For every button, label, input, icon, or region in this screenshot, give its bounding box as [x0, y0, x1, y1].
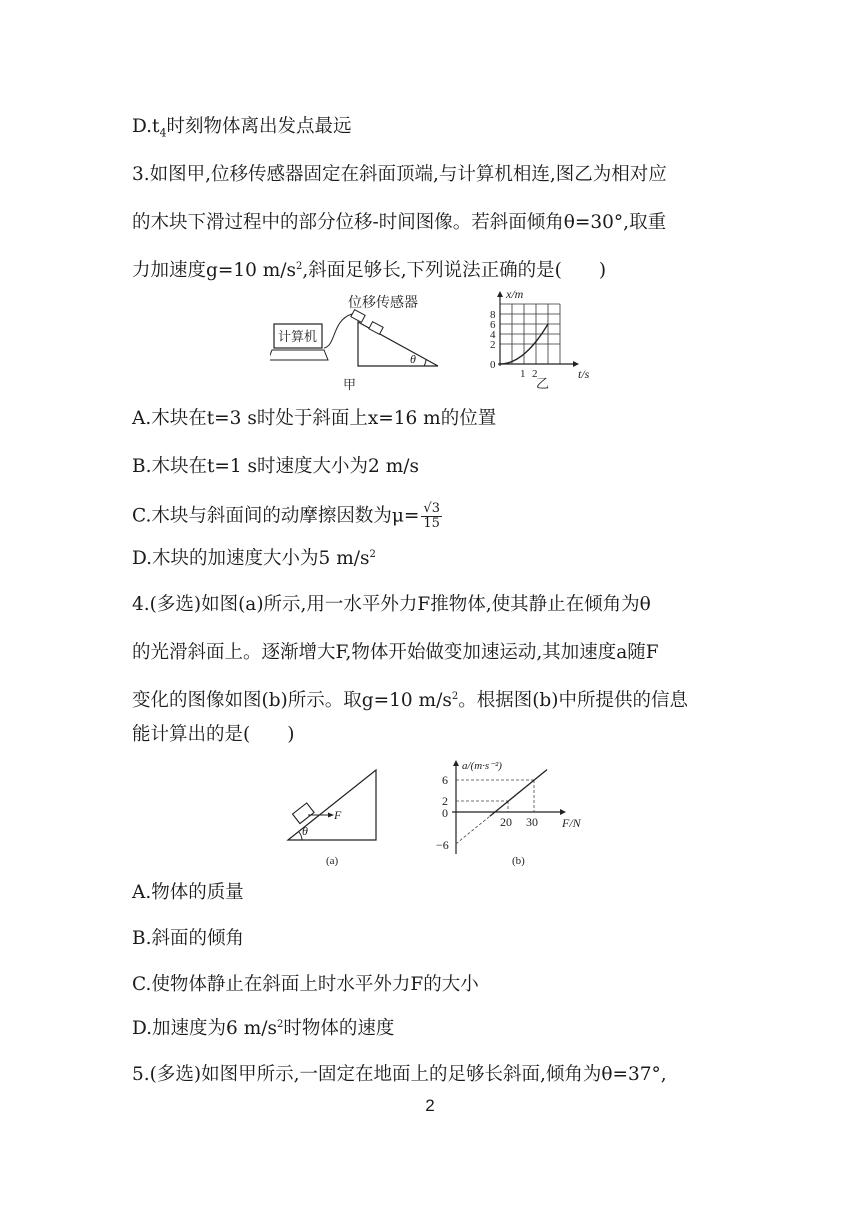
- q4-option-a: A.物体的质量: [132, 882, 244, 903]
- y-tick: 2: [442, 794, 448, 808]
- figure-a-incline-force: [278, 762, 388, 874]
- force-label: F: [334, 808, 342, 822]
- wooden-block: [369, 322, 383, 335]
- q4-stem-line4: 能计算出的是( ): [132, 724, 295, 745]
- figure-b-aF-graph: [436, 756, 596, 872]
- q3-option-a: A.木块在t=3 s时处于斜面上x=16 m的位置: [132, 408, 497, 429]
- cable: [324, 314, 352, 348]
- figure-yi-xt-graph: [480, 286, 600, 394]
- q3-stem-line3: 力加速度g=10 $m/s^2$,斜面足够长,下列说法正确的是( ): [132, 260, 607, 281]
- y-axis-label: x/m: [506, 287, 524, 301]
- y-tick: 4: [490, 329, 496, 341]
- x-tick: 2: [532, 368, 538, 380]
- x-tick: 30: [526, 815, 538, 829]
- caption-b: (b): [512, 855, 525, 867]
- computer-label: 计算机: [278, 329, 318, 344]
- y-tick: 2: [490, 339, 496, 351]
- q4-option-b: B.斜面的倾角: [132, 928, 244, 949]
- y-tick: 6: [490, 319, 496, 331]
- block: [293, 803, 315, 824]
- angle-theta-label: θ: [302, 824, 308, 838]
- caption-yi: 乙: [536, 376, 550, 391]
- y-tick: 8: [490, 309, 496, 321]
- y-tick: 0: [442, 806, 448, 820]
- caption-jia: 甲: [343, 377, 357, 392]
- caption-a: (a): [326, 855, 339, 867]
- page-number: 2: [425, 1096, 435, 1115]
- x-axis-label: t/s: [578, 367, 590, 381]
- q3-option-c: C.木块与斜面间的动摩擦因数为μ= $\frac{√3}{15}$: [132, 501, 440, 531]
- q4-option-d: D.加速度为6 $m/s^2$时物体的速度: [132, 1018, 395, 1039]
- computer-keyboard: [270, 350, 328, 360]
- q4-stem-line1: 4.(多选)如图(a)所示,用一水平外力F推物体,使其静止在倾角为θ: [132, 594, 651, 615]
- y-axis-label: a/(m·s⁻²): [462, 760, 502, 772]
- x-axis-label: F/N: [562, 816, 581, 830]
- mu-fraction: $\frac{√3}{15}$: [423, 501, 440, 531]
- figure-jia-incline-sensor: [270, 290, 450, 395]
- x-tick: 1: [520, 368, 526, 380]
- q3-stem-line1: 3.如图甲,位移传感器固定在斜面顶端,与计算机相连,图乙为相对应: [132, 164, 667, 185]
- sensor-box: [351, 310, 365, 323]
- q4-option-c: C.使物体静止在斜面上时水平外力F的大小: [132, 974, 479, 995]
- grid: [500, 304, 560, 364]
- q3-stem-line2: 的木块下滑过程中的部分位移-时间图像。若斜面倾角θ=30°,取重: [132, 212, 667, 233]
- q4-stem-line3: 变化的图像如图(b)所示。取g=10 $m/s^2$。根据图(b)中所提供的信息: [132, 690, 688, 711]
- q5-stem-line1: 5.(多选)如图甲所示,一固定在地面上的足够长斜面,倾角为θ=37°,: [132, 1064, 667, 1085]
- q4-stem-line2: 的光滑斜面上。逐渐增大F,物体开始做变加速运动,其加速度a随F: [132, 642, 659, 663]
- sensor-label: 位移传感器: [348, 296, 418, 311]
- q2-option-d: $D.t_4$时刻物体离出发点最远: [132, 116, 352, 140]
- y-tick: 6: [442, 773, 448, 787]
- q3-option-b: B.木块在t=1 s时速度大小为2 m/s: [132, 456, 419, 477]
- angle-theta-label: θ: [410, 352, 416, 366]
- q3-option-d: D.木块的加速度大小为5 $m/s^2$: [132, 548, 376, 569]
- a-vs-F-line: [490, 770, 547, 817]
- x-tick: 20: [500, 815, 512, 829]
- y-tick: −6: [436, 838, 449, 852]
- y-tick: 0: [490, 359, 496, 371]
